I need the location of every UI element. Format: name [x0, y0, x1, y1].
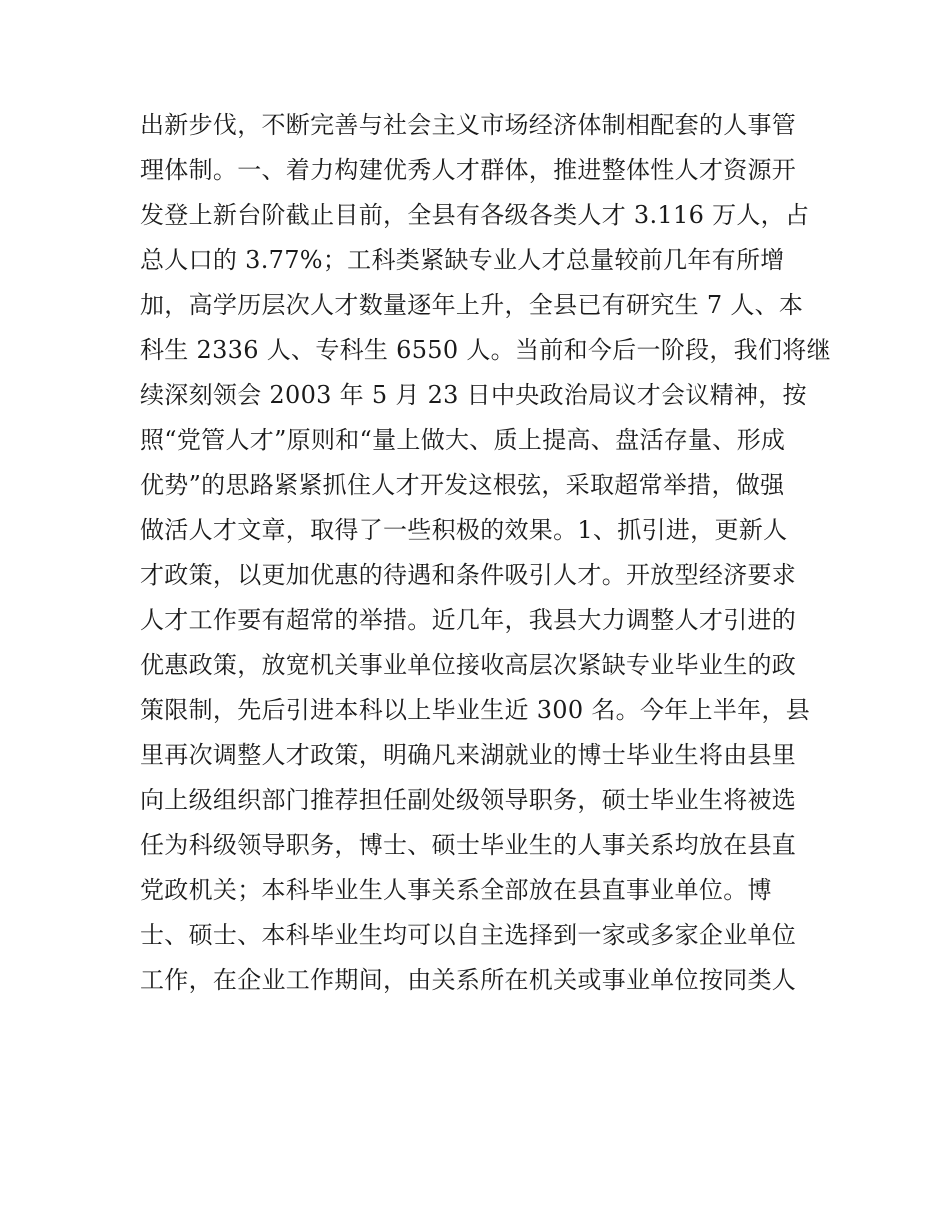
- text-line: 出新步伐，不断完善与社会主义市场经济体制相配套的人事管: [140, 111, 797, 139]
- text-line: 士、硕士、本科毕业生均可以自主选择到一家或多家企业单位: [140, 921, 797, 949]
- text-line: 向上级组织部门推荐担任副处级领导职务，硕士毕业生将被选: [140, 786, 797, 814]
- text-line: 加，高学历层次人才数量逐年上升，全县已有研究生 7 人、本: [140, 291, 804, 319]
- text-line: 工作，在企业工作期间，由关系所在机关或事业单位按同类人: [140, 966, 797, 994]
- text-line: 理体制。一、着力构建优秀人才群体，推进整体性人才资源开: [140, 156, 797, 184]
- text-line: 党政机关；本科毕业生人事关系全部放在县直事业单位。博: [140, 876, 772, 904]
- text-line: 续深刻领会 2003 年 5 月 23 日中央政治局议才会议精神，按: [140, 381, 807, 409]
- text-line: 任为科级领导职务，博士、硕士毕业生的人事关系均放在县直: [140, 831, 797, 859]
- text-line: 总人口的 3.77%；工科类紧缺专业人才总量较前几年有所增: [140, 246, 785, 274]
- text-line: 才政策，以更加优惠的待遇和条件吸引人才。开放型经济要求: [140, 561, 797, 589]
- text-line: 优势”的思路紧紧抓住人才开发这根弦，采取超常举措，做强: [140, 471, 785, 499]
- text-line: 做活人才文章，取得了一些积极的效果。1、抓引进，更新人: [140, 516, 788, 544]
- text-line: 人才工作要有超常的举措。近几年，我县大力调整人才引进的: [140, 606, 797, 634]
- text-line: 优惠政策，放宽机关事业单位接收高层次紧缺专业毕业生的政: [140, 651, 797, 679]
- text-line: 发登上新台阶截止目前，全县有各级各类人才 3.116 万人，占: [140, 201, 810, 229]
- text-line: 策限制，先后引进本科以上毕业生近 300 名。今年上半年，县: [140, 696, 811, 724]
- body-text: [140, 103, 840, 1003]
- text-line: 里再次调整人才政策，明确凡来湖就业的博士毕业生将由县里: [140, 741, 797, 769]
- text-line: 科生 2336 人、专科生 6550 人。当前和今后一阶段，我们将继: [140, 336, 831, 364]
- text-line: 照“党管人才”原则和“量上做大、质上提高、盘活存量、形成: [140, 426, 786, 454]
